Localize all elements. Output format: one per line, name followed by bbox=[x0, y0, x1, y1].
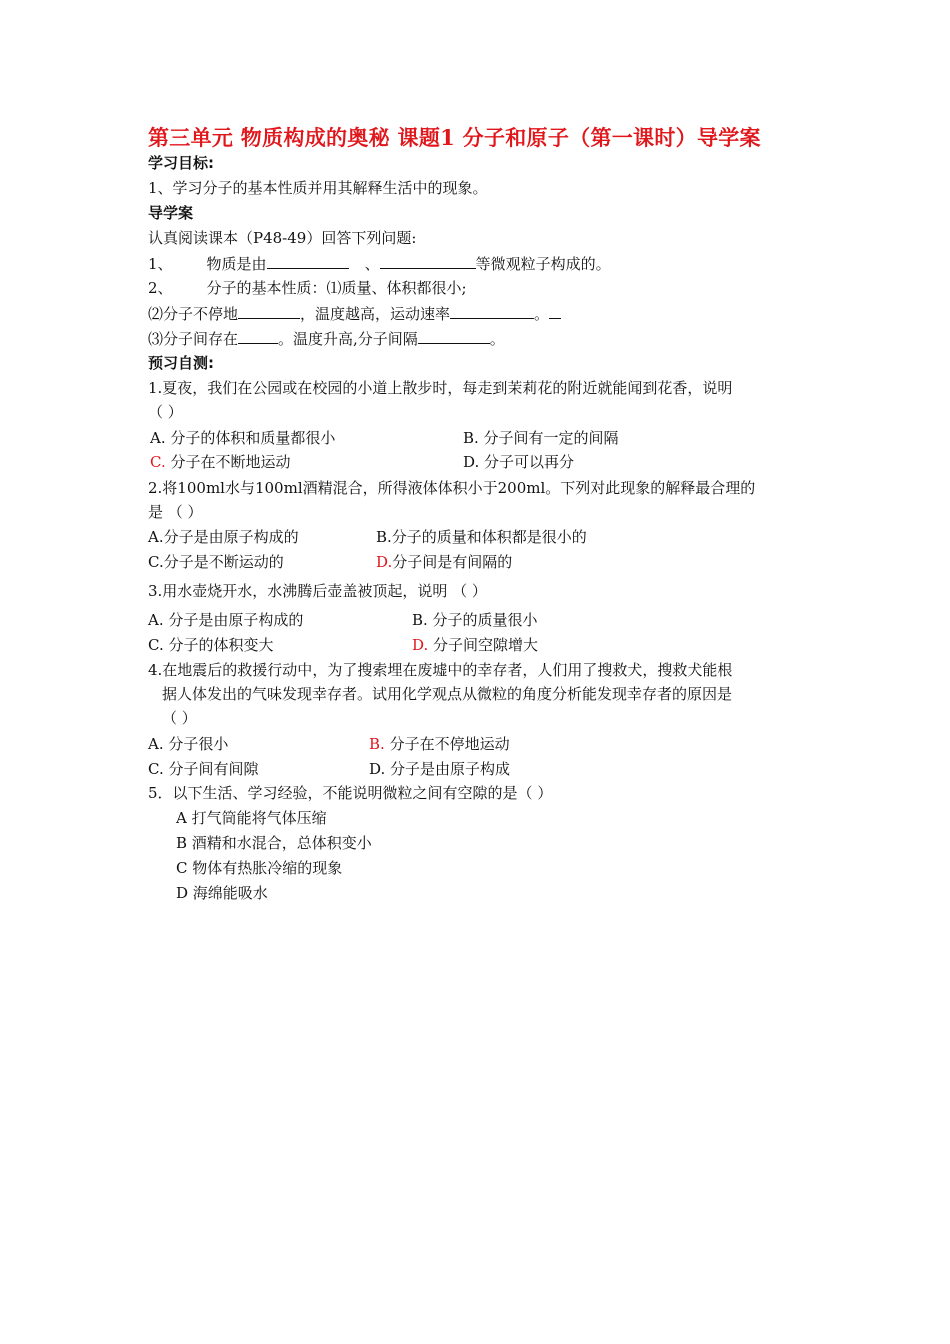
test-q1-option-c bbox=[150, 452, 291, 472]
answer-blank bbox=[549, 303, 561, 319]
test-q2-option-d bbox=[376, 552, 512, 572]
answer-blank[interactable] bbox=[267, 253, 349, 269]
test-q4-option-c: C. 分子间有间隙 bbox=[148, 760, 259, 778]
q1-number: 1、 bbox=[148, 255, 173, 273]
test-q5-option-c: C 物体有热胀冷缩的现象 bbox=[176, 859, 343, 877]
test-q1-paren: （ ） bbox=[148, 403, 183, 421]
test-q3-option-a: A. 分子是由原子构成的 bbox=[148, 611, 304, 629]
test-q1-option-a: A. 分子的体积和质量都很小 bbox=[150, 429, 336, 447]
option-text: 分子在不停地运动 bbox=[384, 735, 510, 753]
q2b-end: 。 bbox=[534, 305, 550, 323]
test-q1-option-b: B. 分子间有一定的间隔 bbox=[463, 429, 619, 447]
test-q4-stem-cont: 据人体发出的气味发现幸存者。试用化学观点从微粒的角度分析能发现幸存者的原因是 bbox=[162, 685, 733, 703]
guide-question-2 bbox=[148, 278, 467, 298]
test-q4-stem: 4.在地震后的救援行动中，为了搜索埋在废墟中的幸存者，人们用了搜救犬，搜救犬能根 bbox=[148, 661, 733, 679]
q2c-mid: 。温度升高,分子间隔 bbox=[278, 330, 418, 348]
q2-number: 2、 bbox=[148, 279, 173, 297]
q2b-text: ⑵分子不停地 bbox=[148, 305, 239, 323]
test-q4-option-d bbox=[369, 759, 510, 779]
test-q3-option-d bbox=[412, 635, 538, 655]
self-test-heading: 预习自测: bbox=[148, 354, 214, 372]
test-q3-stem: 3.用水壶烧开水，水沸腾后壶盖被顶起，说明 （ ） bbox=[148, 582, 487, 600]
test-q3-option-b: B. 分子的质量很小 bbox=[412, 611, 538, 629]
guide-intro: 认真阅读课本（P48-49）回答下列问题: bbox=[148, 229, 417, 247]
goal-item-1: 1、学习分子的基本性质并用其解释生活中的现象。 bbox=[148, 179, 488, 197]
answer-blank[interactable] bbox=[418, 328, 490, 344]
answer-letter: D. bbox=[376, 553, 393, 571]
test-q4-option-a: A. 分子很小 bbox=[148, 735, 229, 753]
guide-question-2c bbox=[148, 328, 505, 349]
guide-question-2b bbox=[148, 303, 561, 324]
answer-letter: C. bbox=[150, 453, 166, 471]
answer-letter: B. bbox=[369, 735, 385, 753]
test-q2-option-b: B.分子的质量和体积都是很小的 bbox=[376, 528, 587, 546]
guide-heading: 导学案 bbox=[148, 204, 194, 222]
option-text: 分子是由原子构成 bbox=[385, 760, 511, 778]
q1-text: 物质是由 bbox=[206, 255, 267, 273]
test-q2-stem: 2.将100ml水与100ml酒精混合，所得液体体积小于200ml。下列对此现象的解释最合理的 bbox=[148, 479, 756, 497]
test-q5-option-b: B 酒精和水混合，总体积变小 bbox=[176, 834, 372, 852]
page-title: 第三单元 物质构成的奥秘 课题1 分子和原子（第一课时）导学案 bbox=[148, 125, 761, 150]
test-q3-option-c: C. 分子的体积变大 bbox=[148, 636, 274, 654]
q1-suffix: 等微观粒子构成的。 bbox=[475, 255, 611, 273]
test-q1-stem: 1.夏夜，我们在公园或在校园的小道上散步时，每走到茉莉花的附近就能闻到花香，说明 bbox=[148, 379, 733, 397]
guide-question-1 bbox=[148, 253, 611, 274]
test-q5-stem: 5．以下生活、学习经验，不能说明微粒之间有空隙的是（ ） bbox=[148, 784, 553, 802]
answer-letter: D. bbox=[412, 636, 429, 654]
option-letter: D. bbox=[369, 760, 386, 778]
q2-text: 分子的基本性质：⑴质量、体积都很小; bbox=[206, 279, 467, 297]
q2b-mid: ，温度越高，运动速率 bbox=[300, 305, 451, 323]
test-q5-option-d: D 海绵能吸水 bbox=[176, 884, 268, 902]
answer-blank[interactable] bbox=[380, 253, 476, 269]
option-text: 分子间是有间隔的 bbox=[392, 553, 513, 571]
q2c-text: ⑶分子间存在 bbox=[148, 330, 239, 348]
option-text: 分子在不断地运动 bbox=[165, 453, 291, 471]
test-q1-option-d: D. 分子可以再分 bbox=[463, 453, 575, 471]
test-q2-stem-cont: 是 （ ） bbox=[148, 503, 203, 521]
answer-blank[interactable] bbox=[238, 328, 278, 344]
test-q4-paren: （ ） bbox=[162, 709, 197, 727]
q2c-end: 。 bbox=[489, 330, 505, 348]
test-q5-option-a: A 打气筒能将气体压缩 bbox=[176, 809, 327, 827]
test-q2-option-a: A.分子是由原子构成的 bbox=[148, 528, 299, 546]
test-q4-option-b bbox=[369, 734, 510, 754]
test-q2-option-c: C.分子是不断运动的 bbox=[148, 553, 284, 571]
goals-heading: 学习目标: bbox=[148, 154, 214, 172]
answer-blank[interactable] bbox=[450, 303, 534, 319]
option-text: 分子间空隙增大 bbox=[428, 636, 539, 654]
answer-blank[interactable] bbox=[238, 303, 300, 319]
q1-separator: 、 bbox=[364, 255, 380, 273]
